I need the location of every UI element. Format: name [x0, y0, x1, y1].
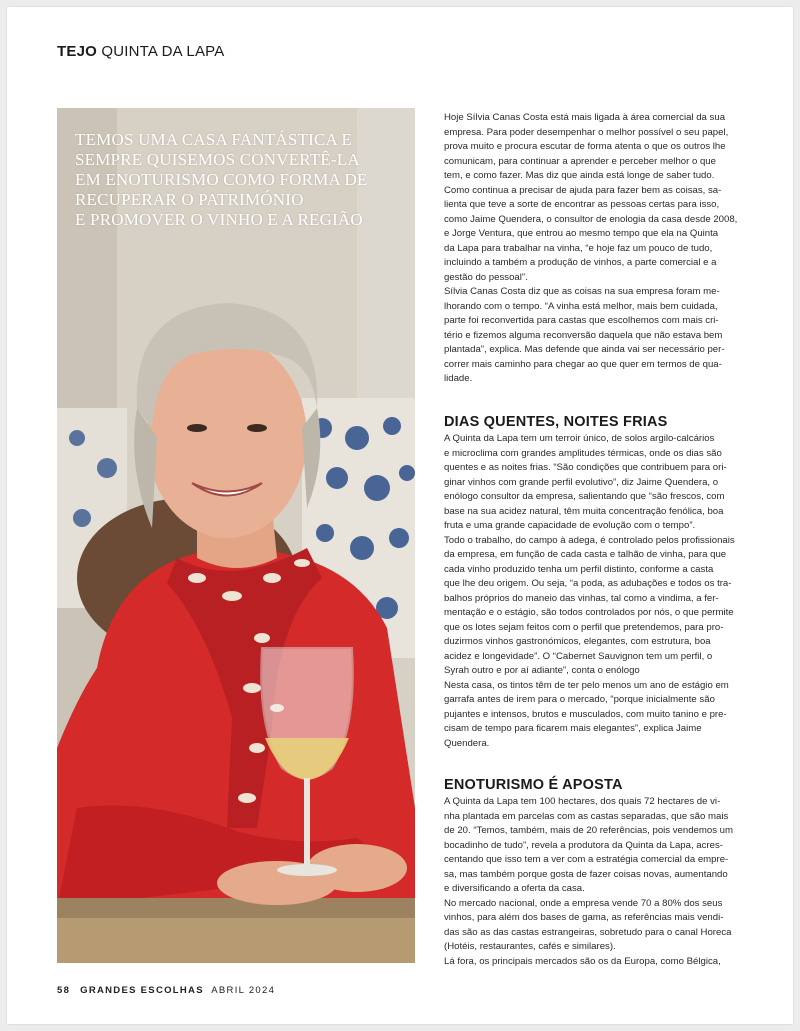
text-line: de 20. “Temos, também, mais de 20 referências, pois vendemos um	[444, 825, 734, 836]
text-line: cisam de tempo para ficarem mais elegantes”, explica Jaime	[444, 723, 702, 734]
text-line: fruta e uma grande capacidade de evolução com o tempo”.	[444, 520, 696, 531]
text-line: A Quinta da Lapa tem um terroir único, de solos argilo-calcários	[444, 433, 715, 444]
text-line: da empresa, em função de cada casta e talhão de vinha, para que	[444, 549, 727, 560]
issue-date: ABRIL 2024	[211, 985, 276, 996]
text-line: correr mais caminho para chegar ao que quer em termos de qua-	[444, 358, 722, 370]
text-line: parte foi reconvertida para castas que escolhemos com mais cri-	[444, 315, 719, 326]
text-line: mentação e o estágio, são todos controlados por nós, o que permite	[444, 607, 734, 618]
section-heading: ENOTURISMO É APOSTA	[444, 777, 623, 793]
text-line: base na sua acidez natural, têm muita concentração fenólica, boa	[444, 505, 724, 517]
text-line: No mercado nacional, onde a empresa vende 70 a 80% dos seus	[444, 897, 723, 909]
text-line: como Jaime Quendera, o consultor de enologia da casa desde 2008,	[444, 213, 738, 225]
text-line: que lhe deu origem. Ou seja, “a poda, as adubações e todos os tra-	[444, 578, 732, 589]
section-header	[57, 43, 224, 60]
text-line: vinhos, para além dos bases de gama, as referências mais vendi-	[444, 912, 724, 923]
text-line: cada vinho produzido tenha um perfil distinto, conforme a casta	[444, 563, 714, 575]
section-heading: DIAS QUENTES, NOITES FRIAS	[444, 414, 668, 430]
text-line: que os lotes sejam feitos com o perfil que pretendemos, para pro-	[444, 621, 724, 633]
estate-name: QUINTA DA LAPA	[101, 43, 225, 60]
portrait-photo	[57, 108, 415, 963]
text-line: da Lapa para trabalhar na vinha, “e hoje faz um pouco de tudo,	[444, 242, 713, 254]
text-line: prova muito e procura escutar de forma atenta o que os outros lhe	[444, 141, 726, 152]
text-line: e diversificando a oferta da casa.	[444, 883, 585, 894]
magazine-name: GRANDES ESCOLHAS	[80, 985, 204, 996]
text-line: Quendera.	[444, 737, 490, 749]
section1-text	[444, 432, 744, 751]
text-line: bocadinho de tudo”, revela a produtora da Quinta da Lapa, acres-	[444, 839, 723, 851]
text-line: incluindo a também a produção de vinhos, a parte comercial e a	[444, 257, 717, 268]
text-line: ginar vinhos com grande perfil evolutivo”, diz Jaime Quendera, o	[444, 476, 719, 488]
text-line: e microclima com grandes amplitudes térmicas, onde os dias são	[444, 447, 722, 459]
pull-quote-line: EM ENOTURISMO COMO FORMA DE	[75, 170, 368, 189]
pull-quote-line: SEMPRE QUISEMOS CONVERTÊ-LA	[75, 150, 360, 169]
text-line: balhos próprios do maneio das vinhas, tal como a vindima, a fer-	[444, 592, 719, 604]
text-line: tério e fizemos alguma reconversão daquela que não estava bem	[444, 329, 723, 341]
pull-quote-line: E PROMOVER O VINHO E A REGIÃO	[75, 210, 363, 229]
region-tag: TEJO	[57, 43, 97, 60]
pull-quote-line: RECUPERAR O PATRIMÓNIO	[75, 190, 304, 209]
page-footer	[57, 985, 275, 996]
text-line: (Hotéis, restaurantes, cafés e similares).	[444, 941, 616, 952]
text-line: acidez e longevidade”. O “Cabernet Sauvignon tem um perfil, o	[444, 650, 713, 662]
text-line: das são as das castas estrangeiras, sobretudo para o canal Horeca	[444, 926, 732, 938]
text-line: lidade.	[444, 373, 473, 384]
text-line: tem, e como fazer. Mas diz que ainda está longe de saber tudo.	[444, 170, 715, 181]
text-line: Lá fora, os principais mercados são os da Europa, como Bélgica,	[444, 955, 721, 967]
page-number: 58	[57, 985, 71, 996]
text-line: gestão do pessoal”.	[444, 271, 528, 283]
text-line: Nesta casa, os tintos têm de ter pelo menos um ano de estágio em	[444, 679, 729, 691]
text-line: Hoje Sílvia Canas Costa está mais ligada à área comercial da sua	[444, 112, 726, 123]
pull-quote-line: TEMOS UMA CASA FANTÁSTICA E	[75, 130, 353, 149]
intro-text	[444, 111, 744, 387]
text-line: quentes e as noites frias. “São condições que contribuem para ori-	[444, 462, 727, 473]
text-line: A Quinta da Lapa tem 100 hectares, dos quais 72 hectares de vi-	[444, 796, 721, 807]
text-line: Como continua a precisar de ajuda para fazer bem as coisas, sa-	[444, 184, 722, 196]
portrait-illustration	[57, 108, 415, 963]
text-line: plantada”, explica. Mas defende que ainda vai ser necessário per-	[444, 344, 725, 355]
text-line: empresa. Para poder desempenhar o melhor possível o seu papel,	[444, 126, 729, 138]
pull-quote	[75, 130, 405, 230]
text-line: lienta que teve a sorte de encontrar as pessoas certas para isso,	[444, 199, 720, 210]
text-line: centando que isso tem a ver com a estratégia comercial da empre-	[444, 854, 729, 865]
text-line: comunicam, para continuar a aprender e perceber melhor o que	[444, 155, 716, 167]
text-line: pujantes e intensos, brutos e musculados, com muito tanino e pre-	[444, 708, 727, 720]
text-line: Syrah outro e por aí adiante”, conta o enólogo	[444, 665, 640, 676]
text-line: lhorando com o tempo. “A vinha está melhor, mais bem cuidada,	[444, 300, 718, 312]
text-line: Todo o trabalho, do campo à adega, é controlado pelos profissionais	[444, 534, 735, 546]
text-line: enólogo consultor da empresa, salientando que “são frescos, com	[444, 491, 725, 502]
section2-text	[444, 795, 744, 969]
text-line: nha plantada em parcelas com as castas separadas, que são mais	[444, 810, 729, 822]
text-line: Sílvia Canas Costa diz que as coisas na sua empresa foram me-	[444, 286, 720, 297]
text-line: sa, mas também porque gosta de fazer coisas novas, aumentando	[444, 868, 728, 880]
text-line: duzirmos vinhos gastronómicos, elegantes, com estrutura, boa	[444, 636, 711, 647]
text-line: e Jorge Ventura, que entrou ao mesmo tempo que ela na Quinta	[444, 228, 719, 239]
text-line: garrafa antes de irem para o mercado, “porque inicialmente são	[444, 694, 715, 705]
